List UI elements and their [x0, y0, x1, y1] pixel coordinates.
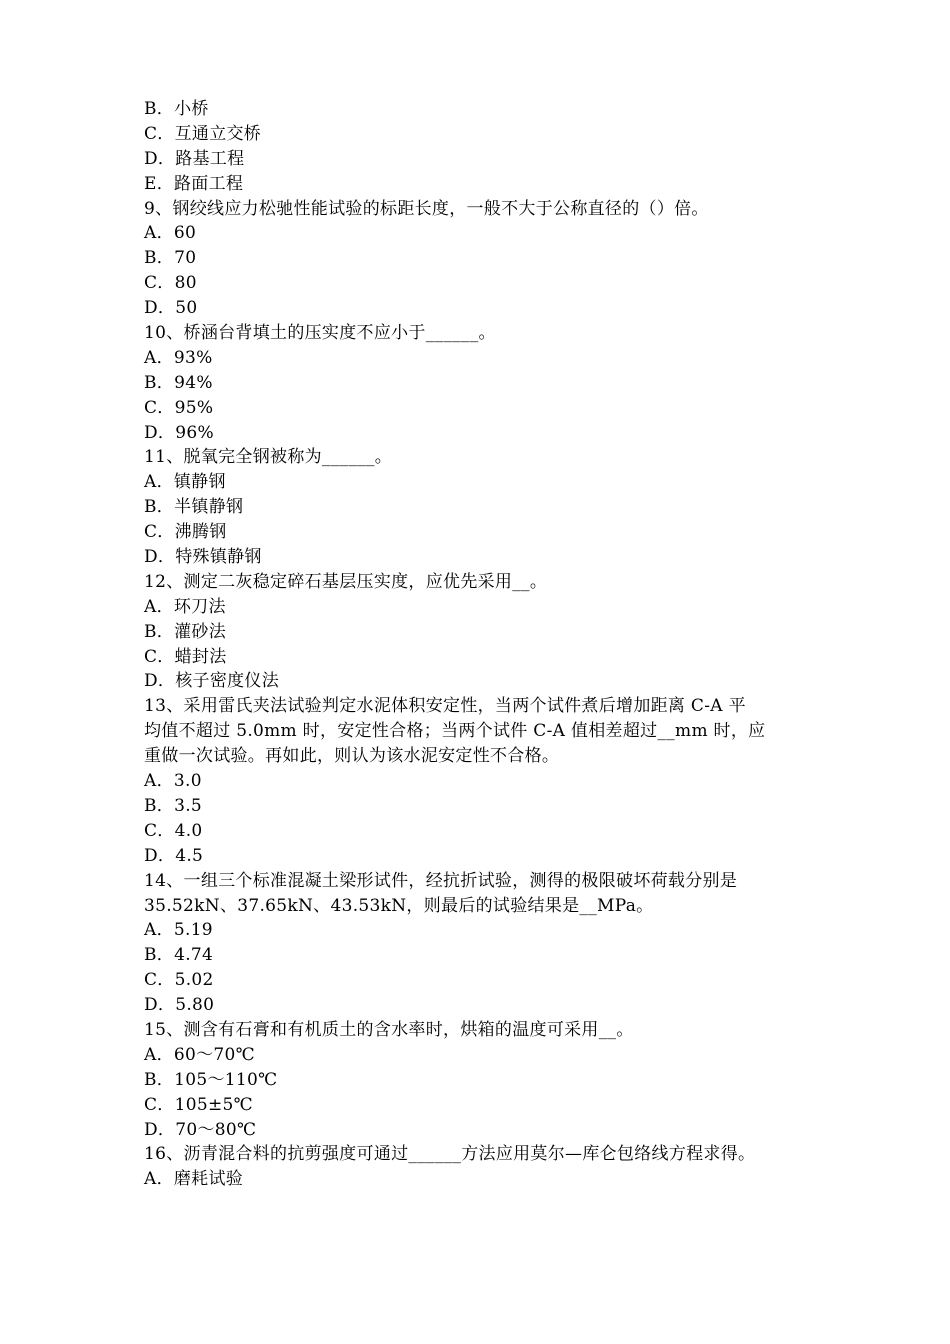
text-line: B．94%	[144, 372, 213, 393]
question-line: 重做一次试验。再如此，则认为该水泥安定性不合格。	[144, 746, 560, 767]
text-line: C．互通立交桥	[144, 123, 262, 144]
question-line: 14、一组三个标准混凝土梁形试件，经抗折试验，测得的极限破坏荷载分别是	[144, 870, 738, 891]
text-line: D．特殊镇静钢	[144, 547, 262, 568]
text-line: E．路面工程	[144, 173, 244, 194]
text-line: A．镇静钢	[144, 472, 226, 493]
text-line: D．路基工程	[144, 148, 245, 169]
question-line: 9、钢绞线应力松驰性能试验的标距长度，一般不大于公称直径的（）倍。	[144, 198, 709, 219]
question-line: 35.52kN、37.65kN、43.53kN，则最后的试验结果是__MPa。	[144, 895, 654, 916]
text-line: B．4.74	[144, 945, 214, 966]
text-line: D．5.80	[144, 995, 215, 1016]
text-line: A．磨耗试验	[144, 1169, 244, 1190]
text-line: B．小桥	[144, 99, 209, 119]
question-line: 10、桥涵台背填土的压实度不应小于______。	[144, 323, 496, 344]
text-line: A．60	[144, 223, 197, 244]
text-line: C．80	[144, 273, 197, 294]
question-line: 13、采用雷氏夹法试验判定水泥体积安定性，当两个试件煮后增加距离 C-A 平	[144, 696, 746, 717]
text-line: A．93%	[144, 347, 213, 368]
question-line: 均值不超过 5.0mm 时，安定性合格；当两个试件 C-A 值相差超过__mm 时，应	[144, 721, 766, 742]
text-line: C．95%	[144, 397, 214, 418]
text-line: B．70	[144, 248, 197, 269]
question-line: 12、测定二灰稳定碎石基层压实度，应优先采用__。	[144, 571, 548, 592]
text-line: A．60～70℃	[144, 1044, 255, 1065]
text-line: D．50	[144, 298, 198, 319]
text-line: C．5.02	[144, 970, 214, 991]
text-line: A．3.0	[144, 771, 202, 792]
text-line: D．4.5	[144, 845, 204, 866]
text-line: D．核子密度仪法	[144, 671, 280, 692]
text-line: C．105±5℃	[144, 1094, 253, 1115]
text-line: D．96%	[144, 422, 214, 443]
text-line: B．灌砂法	[144, 621, 226, 642]
text-line: C．蜡封法	[144, 646, 227, 667]
text-line: B．105～110℃	[144, 1069, 278, 1090]
question-line: 15、测含有石膏和有机质土的含水率时，烘箱的温度可采用__。	[144, 1019, 634, 1040]
text-line: A．环刀法	[144, 596, 226, 617]
question-line: 11、脱氧完全钢被称为______。	[144, 447, 393, 468]
text-line: A．5.19	[144, 920, 213, 941]
text-line: C．4.0	[144, 820, 203, 841]
question-line: 16、沥青混合料的抗剪强度可通过______方法应用莫尔—库仑包络线方程求得。	[144, 1144, 756, 1165]
text-line: D．70～80℃	[144, 1119, 257, 1140]
text-line: C．沸腾钢	[144, 522, 227, 543]
text-line: B．半镇静钢	[144, 497, 244, 518]
text-line: B．3.5	[144, 795, 203, 816]
document-body	[144, 97, 824, 1192]
